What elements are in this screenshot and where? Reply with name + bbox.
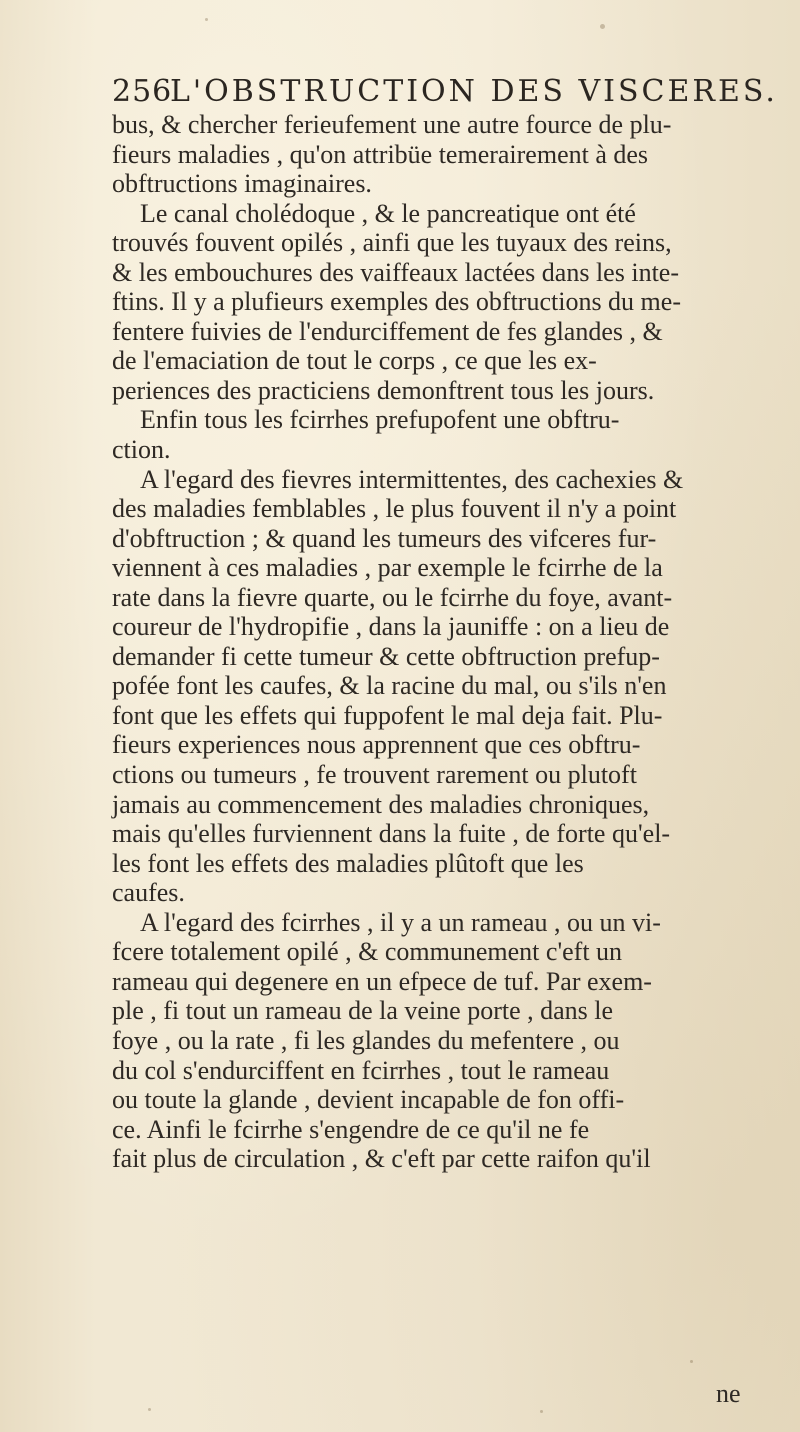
text-line: fentere fuivies de l'endurciffement de fes glandes , & — [112, 316, 663, 346]
text-line: foye , ou la rate , fi les glandes du mefentere , ou — [112, 1025, 620, 1055]
text-line: jamais au commencement des maladies chroniques, — [112, 789, 650, 819]
text-line: rate dans la fievre quarte, ou le fcirrhe du foye, avant- — [112, 582, 673, 612]
paper-spot — [148, 1408, 151, 1411]
text-line: font que les effets qui fuppofent le mal deja fait. Plu- — [112, 700, 663, 730]
text-line: du col s'endurciffent en fcirrhes , tout le rameau — [112, 1055, 610, 1085]
text-line: obftructions imaginaires. — [112, 169, 372, 199]
text-line: de l'emaciation de tout le corps , ce que les ex- — [112, 346, 597, 376]
text-line: ple , fi tout un rameau de la veine porte , dans le — [112, 996, 614, 1026]
page-number: 256 — [112, 74, 173, 109]
text-line: ction. — [112, 435, 171, 465]
text-line: pofée font les caufes, & la racine du mal, ou s'ils n'en — [112, 671, 667, 701]
running-title: L'OBSTRUCTION DES VISCERES. — [170, 74, 778, 109]
paper-spot — [690, 1360, 693, 1363]
text-line: fcere totalement opilé , & communement c'eft un — [112, 937, 623, 967]
text-line: les font les effets des maladies plûtoft que les — [112, 848, 584, 878]
text-line: caufes. — [112, 878, 185, 908]
text-line: ou toute la glande , devient incapable de fon offi- — [112, 1085, 625, 1115]
text-line: fieurs maladies , qu'on attribüe temerairement à des — [112, 139, 649, 169]
text-line: ftins. Il y a plufieurs exemples des obftructions du me- — [112, 287, 681, 317]
body-text — [112, 110, 800, 1174]
text-line: A l'egard des fcirrhes , il y a un rameau , ou un vi- — [140, 907, 661, 937]
paper-spot — [540, 1410, 543, 1413]
text-line: trouvés fouvent opilés , ainfi que les tuyaux des reins, — [112, 228, 672, 258]
text-line: coureur de l'hydropifie , dans la jauniffe : on a lieu de — [112, 612, 670, 642]
text-line: ce. Ainfi le fcirrhe s'engendre de ce qu'il ne fe — [112, 1114, 590, 1144]
text-line: mais qu'elles furviennent dans la fuite , de forte qu'el- — [112, 819, 671, 849]
text-line: A l'egard des fievres intermittentes, des cachexies & — [140, 464, 684, 494]
text-line: Le canal cholédoque , & le pancreatique ont été — [140, 198, 636, 228]
text-line: demander fi cette tumeur & cette obftruction prefup- — [112, 641, 660, 671]
catchword: ne — [716, 1379, 741, 1408]
text-line: fait plus de circulation , & c'eft par cette raifon qu'il — [112, 1144, 651, 1174]
text-line: viennent à ces maladies , par exemple le fcirrhe de la — [112, 553, 663, 583]
text-line: ctions ou tumeurs , fe trouvent rarement ou plutoft — [112, 760, 637, 790]
text-line: bus, & chercher ferieufement une autre fource de plu- — [112, 110, 672, 139]
text-line: periences des practiciens demonftrent tous les jours. — [112, 375, 655, 405]
page-header — [112, 70, 778, 114]
text-line: rameau qui degenere en un efpece de tuf. Par exem- — [112, 966, 652, 996]
paper-spot — [205, 18, 208, 21]
text-line: & les embouchures des vaiffeaux lactées dans les inte- — [112, 257, 679, 287]
text-line: d'obftruction ; & quand les tumeurs des vifceres fur- — [112, 523, 657, 553]
text-line: des maladies femblables , le plus fouvent il n'y a point — [112, 494, 677, 524]
text-line: Enfin tous les fcirrhes prefupofent une obftru- — [140, 405, 620, 435]
text-line: fieurs experiences nous apprennent que ces obftru- — [112, 730, 641, 760]
paper-spot — [600, 24, 605, 29]
